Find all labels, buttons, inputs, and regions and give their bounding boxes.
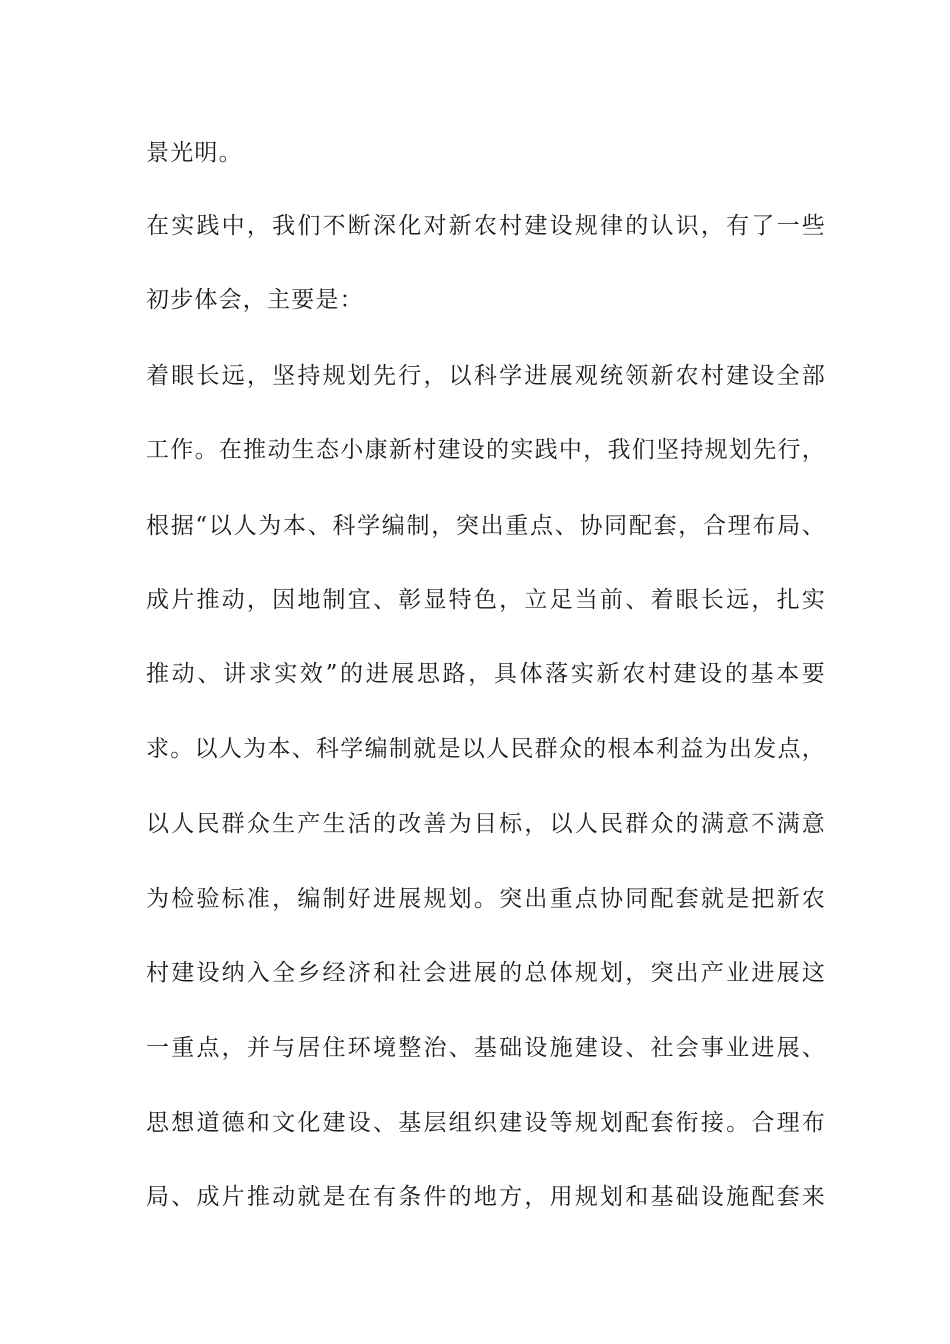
text-line: 工作。在推动生态小康新村建设的实践中，我们坚持规划先行，: [146, 437, 826, 463]
text-line: 推动、讲求实效”的进展思路，具体落实新农村建设的基本要: [146, 661, 826, 687]
text-line: 思想道德和文化建设、基层组织建设等规划配套衔接。合理布: [146, 1110, 826, 1136]
text-line: 求。以人为本、科学编制就是以人民群众的根本利益为出发点，: [146, 736, 826, 762]
text-line: 成片推动，因地制宜、彰显特色，立足当前、着眼长远，扎实: [146, 587, 826, 613]
text-line: 为检验标准，编制好进展规划。突出重点协同配套就是把新农: [146, 886, 826, 912]
text-line: 村建设纳入全乡经济和社会进展的总体规划，突出产业进展这: [146, 960, 826, 986]
text-line: 根据“以人为本、科学编制，突出重点、协同配套，合理布局、: [146, 513, 826, 539]
text-line: 一重点，并与居住环境整治、基础设施建设、社会事业进展、: [146, 1035, 826, 1061]
text-line: 局、成片推动就是在有条件的地方，用规划和基础设施配套来: [146, 1184, 826, 1210]
text-line: 以人民群众生产生活的改善为目标，以人民群众的满意不满意: [146, 811, 826, 837]
text-line: 景光明。: [146, 140, 243, 166]
text-line: 着眼长远，坚持规划先行，以科学进展观统领新农村建设全部: [146, 363, 826, 389]
text-line: 在实践中，我们不断深化对新农村建设规律的认识，有了一些: [146, 213, 826, 239]
text-line: 初步体会，主要是：: [146, 287, 364, 313]
